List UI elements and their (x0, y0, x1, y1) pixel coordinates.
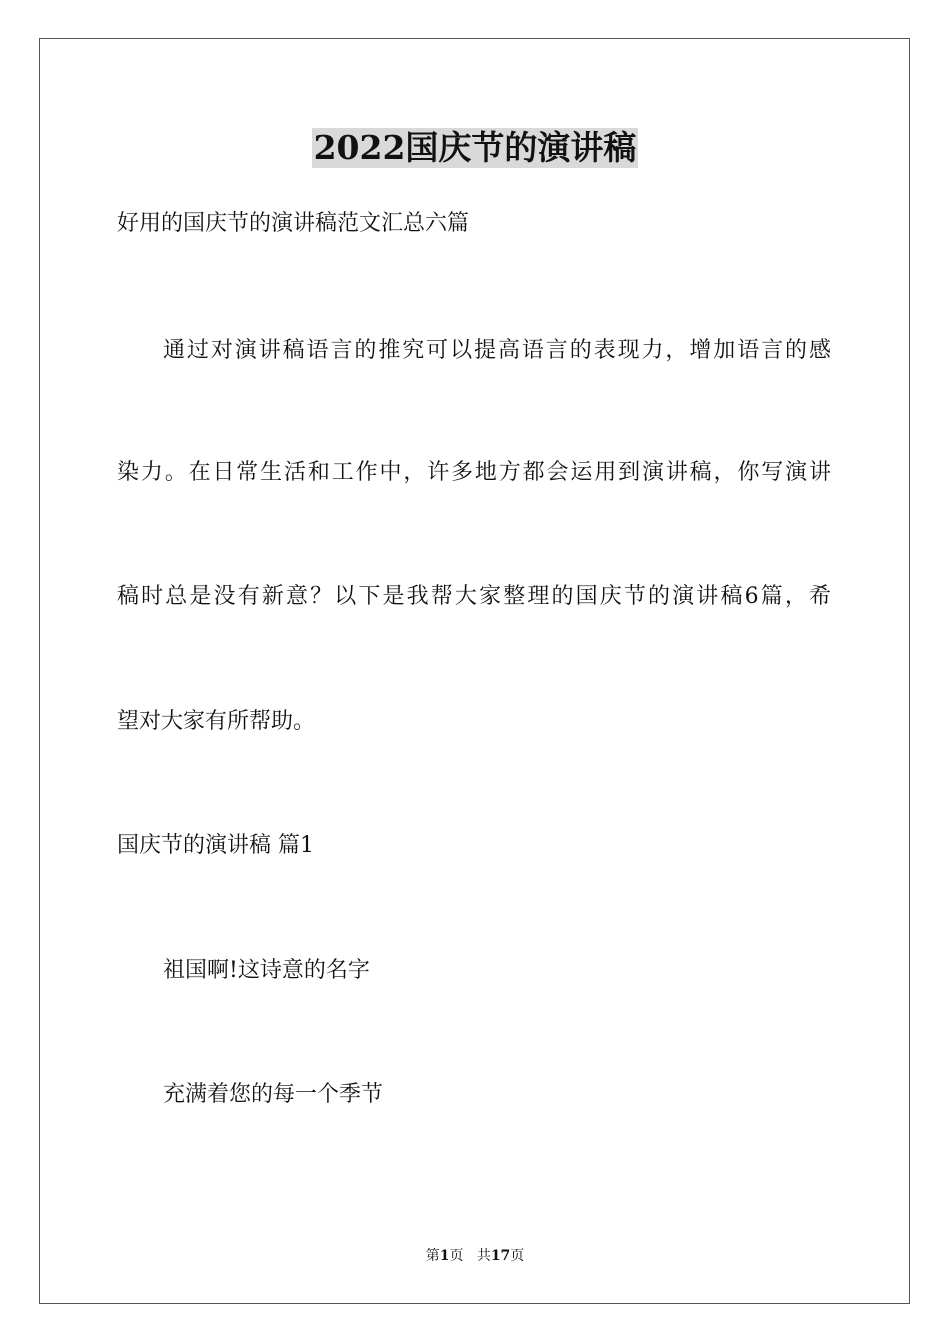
intro-line-1: 通过对演讲稿语言的推究可以提高语言的表现力，增加语言的感 (163, 338, 831, 363)
footer-page-suffix: 页 (449, 1248, 464, 1264)
poem-line-1: 祖国啊!这诗意的名字 (163, 958, 370, 983)
intro-line-3: 稿时总是没有新意？以下是我帮大家整理的国庆节的演讲稿6篇，希 (117, 584, 831, 609)
document-subtitle: 好用的国庆节的演讲稿范文汇总六篇 (117, 211, 470, 236)
page-footer (0, 1247, 950, 1265)
poem-line-2: 充满着您的每一个季节 (163, 1082, 384, 1107)
intro-line-4: 望对大家有所帮助。 (117, 709, 316, 734)
footer-page-prefix: 第 (425, 1248, 440, 1264)
title-container (0, 128, 950, 168)
footer-total-pages: 17 (490, 1248, 511, 1264)
footer-total-suffix: 页 (510, 1248, 525, 1264)
footer-page-number: 1 (439, 1248, 450, 1264)
intro-line-2: 染力。在日常生活和工作中，许多地方都会运用到演讲稿，你写演讲 (117, 460, 831, 485)
section-heading: 国庆节的演讲稿 篇1 (117, 833, 314, 858)
footer-total-prefix: 共 (476, 1248, 491, 1264)
document-title: 2022国庆节的演讲稿 (313, 128, 637, 167)
